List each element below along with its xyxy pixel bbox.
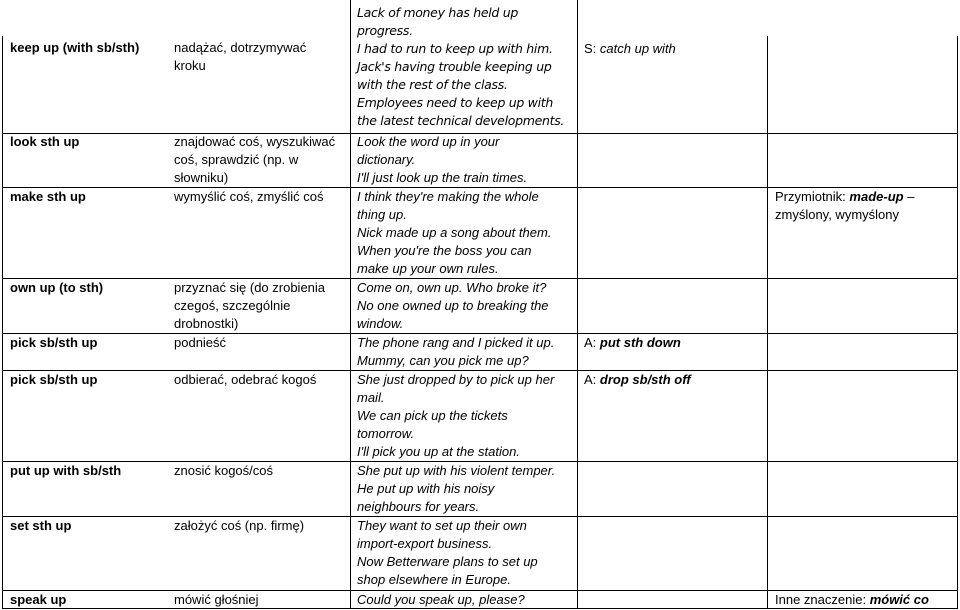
example-line: I'll just look up the train times. <box>357 170 528 185</box>
note-cell <box>775 591 929 609</box>
example-line: mail. <box>357 390 385 405</box>
phrase-cell: set sth up <box>10 518 72 533</box>
related-cell <box>584 334 681 352</box>
example-line: Lack of money has held up <box>357 5 518 20</box>
meaning-cell: odbierać, odebrać kogoś <box>174 372 317 387</box>
phrase-cell: put up with sb/sth <box>10 463 122 478</box>
example-line: I'll pick you up at the station. <box>357 444 520 459</box>
note-term: mówić co <box>869 592 929 607</box>
example-line: Mummy, can you pick me up? <box>357 353 529 368</box>
example-line: thing up. <box>357 207 407 222</box>
phrase-cell: speak up <box>10 592 67 607</box>
note-term: made-up <box>849 189 904 204</box>
meaning-cell: przyznać się (do zrobienia <box>174 280 326 295</box>
phrase-cell: look sth up <box>10 134 80 149</box>
note-cell <box>775 188 914 206</box>
example-line: When you're the boss you can <box>357 243 532 258</box>
example-line: No one owned up to breaking the <box>357 298 549 313</box>
example-line: Could you speak up, please? <box>357 592 525 607</box>
example-line: dictionary. <box>357 152 416 167</box>
related-phrase: catch up with <box>599 41 676 56</box>
column-border <box>577 0 578 608</box>
example-line: He put up with his noisy <box>357 481 495 496</box>
meaning-cell: nadążać, dotrzymywać <box>174 40 307 55</box>
note-suffix: – <box>903 189 915 204</box>
related-cell <box>584 371 691 389</box>
example-line: tomorrow. <box>357 426 415 441</box>
example-line: The phone rang and I picked it up. <box>357 335 555 350</box>
example-line: make up your own rules. <box>357 261 499 276</box>
related-prefix: A: <box>584 372 600 387</box>
column-border <box>350 0 351 608</box>
meaning-cell: kroku <box>174 58 206 73</box>
related-phrase: put sth down <box>599 335 681 350</box>
example-line: I think they're making the whole <box>357 189 539 204</box>
related-phrase: drop sb/sth off <box>599 372 691 387</box>
example-line: We can pick up the tickets <box>357 408 508 423</box>
example-line: Nick made up a song about them. <box>357 225 552 240</box>
meaning-cell: założyć coś (np. firmę) <box>174 518 305 533</box>
phrase-cell: pick sb/sth up <box>10 335 98 350</box>
note-prefix: Przymiotnik: <box>775 189 850 204</box>
note-cell: zmyślony, wymyślony <box>775 207 900 222</box>
example-line: Jack's having trouble keeping up <box>357 59 552 74</box>
example-line: with the rest of the class. <box>357 77 508 92</box>
example-line: She put up with his violent temper. <box>357 463 556 478</box>
example-line: Now Betterware plans to set up <box>357 554 538 569</box>
note-prefix: Inne znaczenie: <box>775 592 870 607</box>
column-border <box>767 36 768 608</box>
meaning-cell: wymyślić coś, zmyślić coś <box>174 189 324 204</box>
example-line: I had to run to keep up with him. <box>357 41 553 56</box>
example-line: window. <box>357 316 404 331</box>
meaning-cell: czegoś, szczególnie <box>174 298 291 313</box>
table-left-border <box>2 36 3 608</box>
related-prefix: A: <box>584 335 600 350</box>
meaning-cell: znajdować coś, wyszukiwać <box>174 134 336 149</box>
meaning-cell: mówić głośniej <box>174 592 259 607</box>
meaning-cell: słowniku) <box>174 170 229 185</box>
example-line: shop elsewhere in Europe. <box>357 572 511 587</box>
meaning-cell: drobnostki) <box>174 316 239 331</box>
meaning-cell: coś, sprawdzić (np. w <box>174 152 299 167</box>
example-line: Employees need to keep up with <box>357 95 554 110</box>
phrase-cell: own up (to sth) <box>10 280 104 295</box>
example-line: neighbours for years. <box>357 499 480 514</box>
phrase-cell: pick sb/sth up <box>10 372 98 387</box>
example-line: import-export business. <box>357 536 493 551</box>
example-line: They want to set up their own <box>357 518 527 533</box>
example-line: Come on, own up. Who broke it? <box>357 280 547 295</box>
example-line: She just dropped by to pick up her <box>357 372 555 387</box>
phrase-cell: keep up (with sb/sth) <box>10 40 140 55</box>
meaning-cell: podnieść <box>174 335 227 350</box>
example-line: the latest technical developments. <box>357 113 565 128</box>
meaning-cell: znosić kogoś/coś <box>174 463 273 478</box>
example-line: Look the word up in your <box>357 134 500 149</box>
example-line: progress. <box>357 23 413 38</box>
related-cell: S: catch up with <box>584 41 676 56</box>
table-right-border <box>957 36 958 608</box>
phrase-cell: make sth up <box>10 189 86 204</box>
